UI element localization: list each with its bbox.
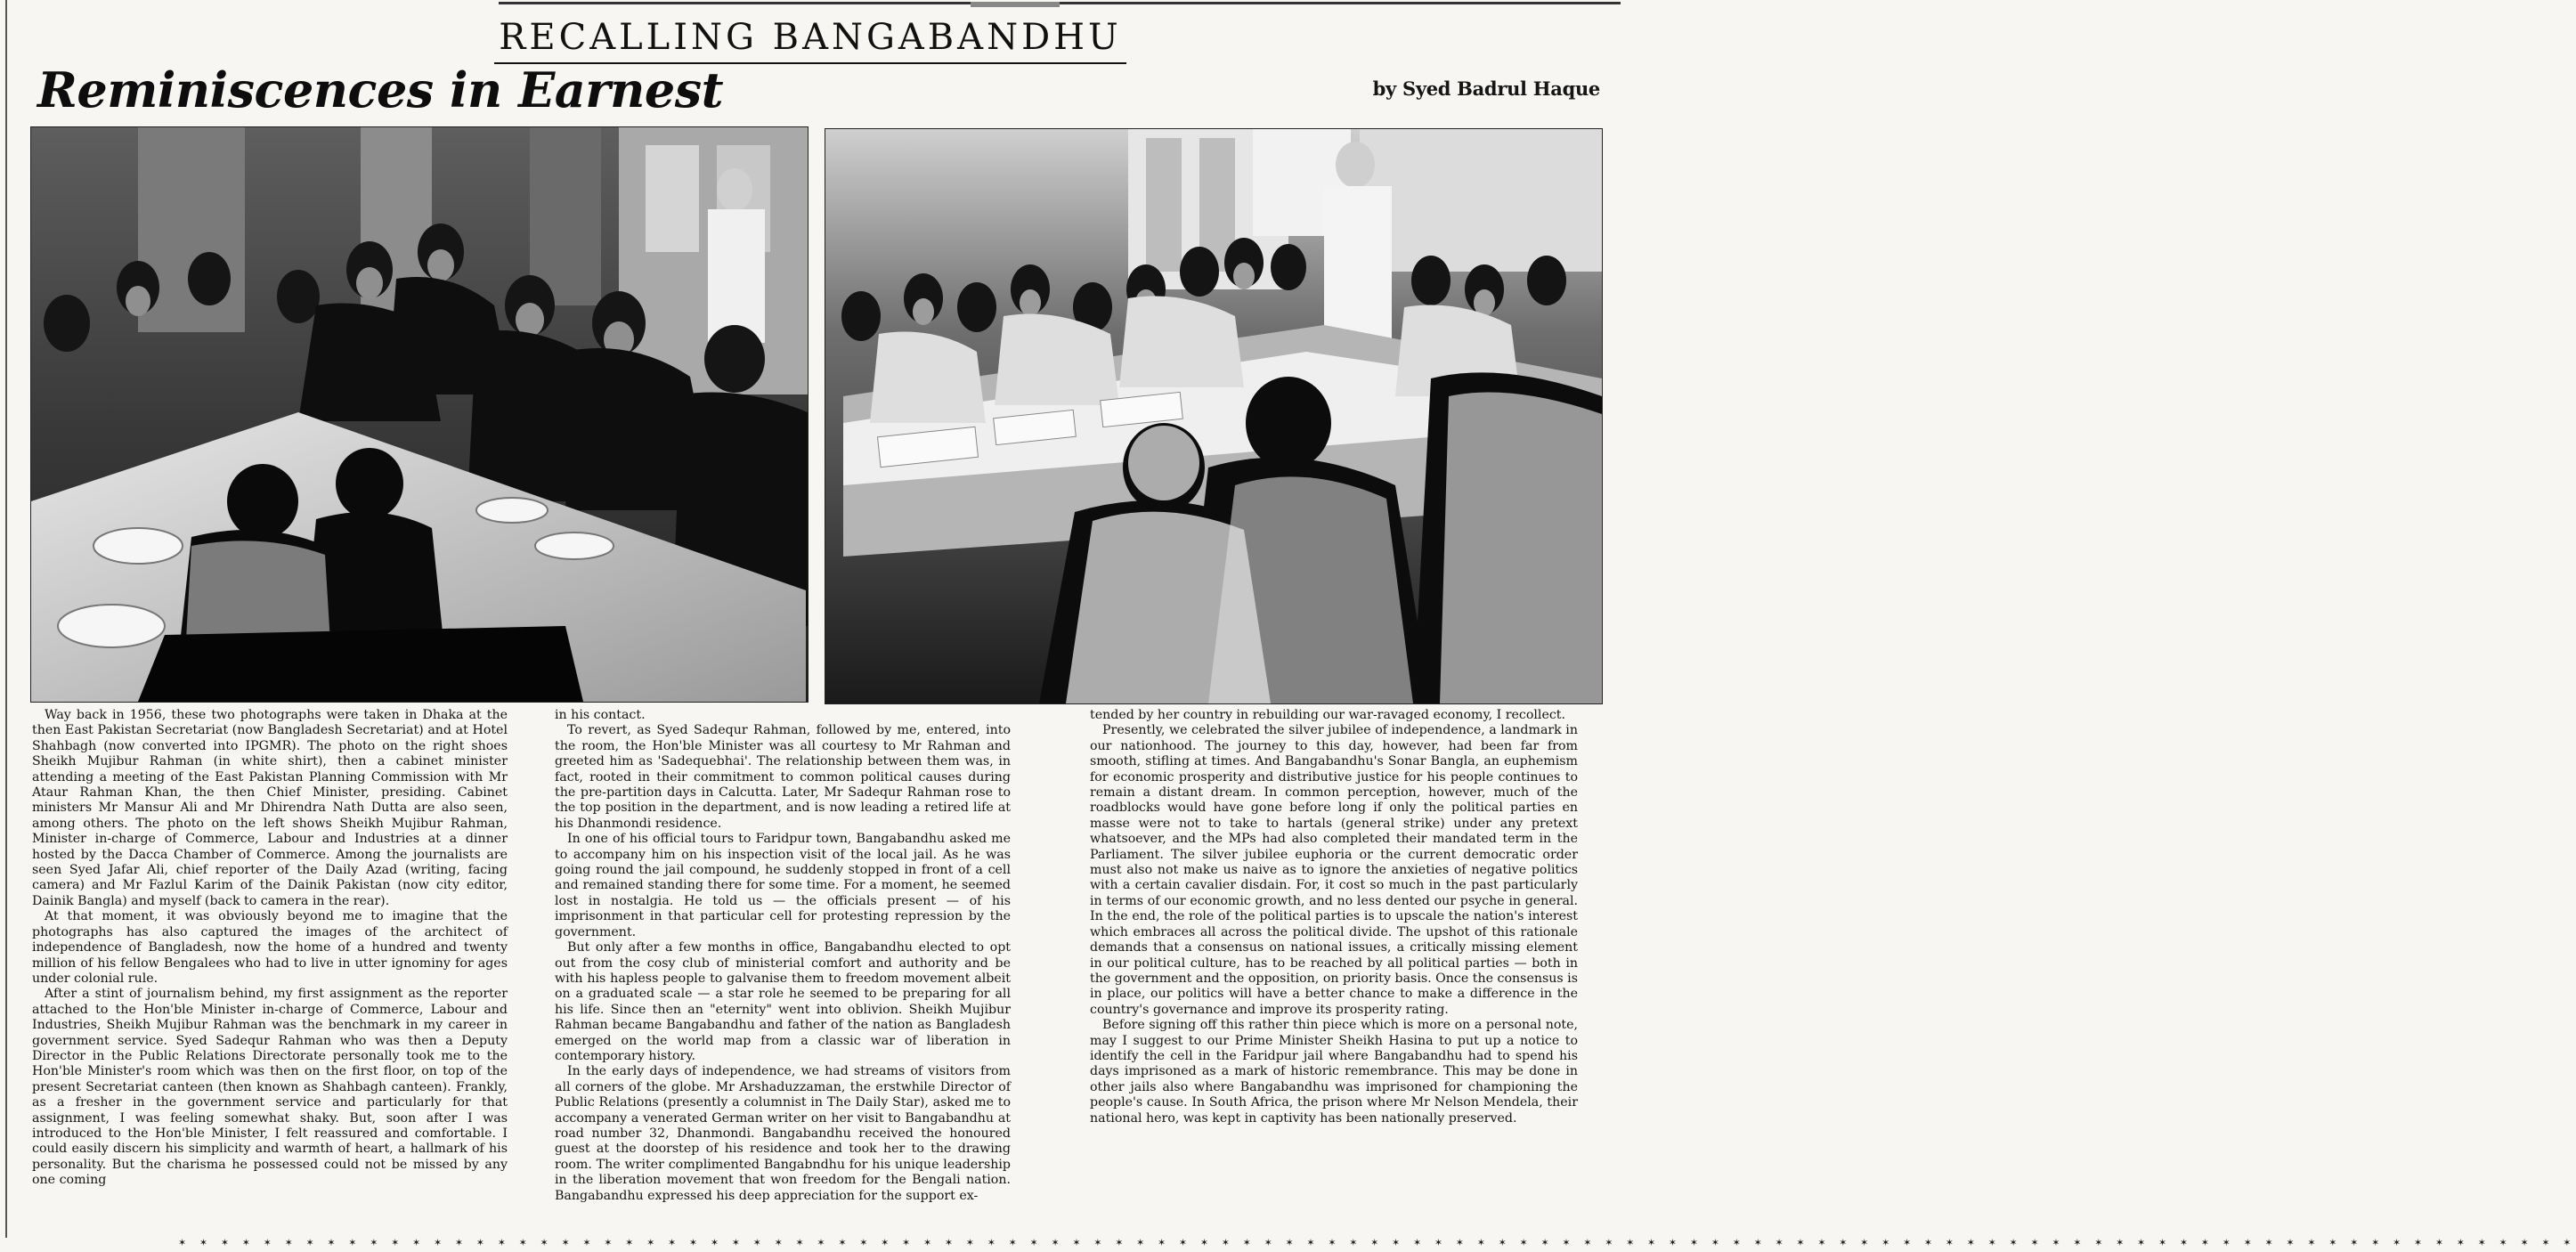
section-kicker: RECALLING BANGABANDHU (499, 17, 1122, 58)
paragraph: To revert, as Syed Sadequr Rahman, followed by me, entered, into the room, the Hon'ble Minister was all courtesy to Mr Rahman and greeted him as 'Sadequebhai'. The relationship between them was, in fact, rooted in their commitment to common political causes during the pre-partition days in Calcutta. Later, Mr Sadequr Rahman rose to the top position in the department, and is now leading a retired life at his Dhanmondi residence. (555, 723, 1011, 831)
paragraph: in his contact. (555, 708, 646, 722)
headline: Reminiscences in Earnest (37, 61, 724, 118)
top-rule (499, 2, 1621, 4)
photo-dinner-illustration (31, 127, 808, 702)
paragraph: After a stint of journalism behind, my first assignment as the reporter attached to the Hon'ble Minister in-charge of Commerce, Labour and Industries, Sheikh Mujibur Rahman was the benchmark in my career in government service. Syed Sadequr Rahman who was then a Deputy Director in the Public Relations Directorate personally took me to the Hon'ble Minister's room which was then on the first floor, on top of the present Secretariat canteen (then known as Shahbagh canteen). Frankly, as a fresher in the government service and particularly for that assignment, I was feeling somewhat shaky. But, soon after I was introduced to the Hon'ble Minister, I felt reassured and comfortable. I could easily discern his simplicity and warmth of heart, a hallmark of his personality. But the charisma he possessed could not be missed by any one coming (32, 987, 508, 1188)
byline: by Syed Badrul Haque (1372, 77, 1600, 100)
paragraph: Way back in 1956, these two photographs were taken in Dhaka at the then East Pakistan Secretariat (now Bangladesh Secretariat) and at Hotel Shahbagh (now converted into IPGMR). The photo on the right shoes Sheikh Mujibur Rahman (in white shirt), then a cabinet minister attending a meeting of the East Pakistan Planning Commission with Mr Ataur Rahman Khan, the then Chief Minister, presiding. Cabinet ministers Mr Mansur Ali and Mr Dhirendra Nath Dutta are also seen, among others. The photo on the left shows Sheikh Mujibur Rahman, Minister in-charge of Commerce, Labour and Industries at a dinner hosted by the Dacca Chamber of Commerce. Among the journalists are seen Syed Jafar Ali, chief reporter of the Daily Azad (writing, facing camera) and Mr Fazlul Karim of the Dainik Pakistan (now city editor, Dainik Bangla) and myself (back to camera in the rear). (32, 708, 508, 908)
paragraph: Before signing off this rather thin piece which is more on a personal note, may I suggest to our Prime Minister Sheikh Hasina to put up a notice to identify the cell in the Faridpur jail where Bangabandhu had to spend his days imprisoned as a mark of historic remembrance. This may be done in other jails also where Bangabandhu was imprisoned for championing the people's cause. In South Africa, the prison where Mr Nelson Mendela, their national hero, was kept in captivity has been nationally preserved. (1090, 1018, 1578, 1126)
top-rule-marker (971, 2, 1060, 7)
paragraph: In one of his official tours to Faridpur town, Bangabandhu asked me to accompany him on his inspection visit of the local jail. As he was going round the jail compound, he suddenly stopped in front of a cell and remained standing there for some time. For a moment, he seemed lost in nostalgia. He told us — the officials present — of his imprisonment in that particular cell for protesting repression by the government. (555, 832, 1011, 939)
photo-meeting-illustration (825, 129, 1602, 703)
article-column-2 (555, 708, 1011, 1233)
article-column-3 (1090, 708, 1578, 1233)
paragraph: Presently, we celebrated the silver jubilee of independence, a landmark in our nationhood. The journey to this day, however, had been far from smooth, stifling at times. And Bangabandhu's Sonar Bangla, an euphemism for economic prosperity and distributive justice for his people continues to remain a distant dream. In common perception, however, much of the roadblocks would have gone before long if only the political parties en masse were not to take to hartals (general strike) under any pretext whatsoever, and the MPs had also completed their mandated term in the Parliament. The silver jubilee euphoria or the current democratic order must also not make us naive as to ignore the anxieties of negative politics with a certain cavalier disdain. For, it cost so much in the past particularly in terms of our economic growth, and no less dented our psyche in general. In the end, the role of the political parties is to upscale the nation's interest which embraces all across the political divide. The upshot of this rationale demands that a consensus on national issues, a critically missing element in our political culture, has to be reached by all political parties — both in the government and the opposition, on priority basis. Once the consensus is in place, our politics will have a better chance to make a difference in the country's governance and improve its prosperity rating. (1090, 723, 1578, 1017)
photo-planning-commission-meeting (825, 128, 1603, 704)
bottom-dotted-rule: ✶ ✶ ✶ ✶ ✶ ✶ ✶ ✶ ✶ ✶ ✶ ✶ ✶ ✶ ✶ ✶ ✶ ✶ ✶ ✶ ✶ ✶ ✶ ✶ ✶ ✶ ✶ ✶ ✶ ✶ ✶ ✶ ✶ ✶ ✶ ✶ ✶ ✶ ✶ ✶ ✶ ✶ ✶ ✶ ✶ ✶ ✶ ✶ ✶ ✶ ✶ ✶ ✶ ✶ ✶ ✶ ✶ ✶ ✶ ✶ ✶ ✶ ✶ ✶ ✶ ✶ ✶ ✶ ✶ ✶ ✶ ✶ ✶ ✶ ✶ ✶ ✶ ✶ ✶ ✶ ✶ ✶ ✶ ✶ ✶ ✶ ✶ ✶ ✶ ✶ ✶ ✶ ✶ ✶ ✶ ✶ ✶ ✶ ✶ ✶ ✶ ✶ ✶ ✶ ✶ ✶ ✶ ✶ ✶ ✶ ✶ ✶ ✶ (178, 1237, 2576, 1248)
photo-dinner-chamber-of-commerce (30, 126, 809, 703)
column-rule (5, 0, 7, 1238)
paragraph: But only after a few months in office, Bangabandhu elected to opt out from the cosy club of ministerial comfort and authority and be with his hapless people to galvanise them to freedom movement albeit on a graduated scale — a star role he seemed to be preparing for all his life. Since then an "eternity" went into oblivion. Sheikh Mujibur Rahman became Bangabandhu and father of the nation as Bangladesh emerged on the world map from a classic war of liberation in contemporary history. (555, 940, 1011, 1063)
article-column-1 (32, 708, 508, 1233)
paragraph: At that moment, it was obviously beyond me to imagine that the photographs has also captured the images of the architect of independence of Bangladesh, now the home of a hundred and twenty million of his fellow Bengalees who had to live in utter ignominy for ages under colonial rule. (32, 909, 508, 986)
paragraph: In the early days of independence, we had streams of visitors from all corners of the globe. Mr Arshaduzzaman, the erstwhile Director of Public Relations (presently a columnist in The Daily Star), asked me to accompany a venerated German writer on her visit to Bangabandhu at road number 32, Dhanmondi. Bangabandhu received the honoured guest at the doorstep of his residence and took her to the drawing room. The writer complimented Bangabndhu for his unique leadership in the liberation movement that won freedom for the Bengali nation. Bangabandhu expressed his deep appreciation for the support ex- (555, 1064, 1011, 1203)
paragraph: tended by her country in rebuilding our war-ravaged economy, I recollect. (1090, 708, 1566, 722)
